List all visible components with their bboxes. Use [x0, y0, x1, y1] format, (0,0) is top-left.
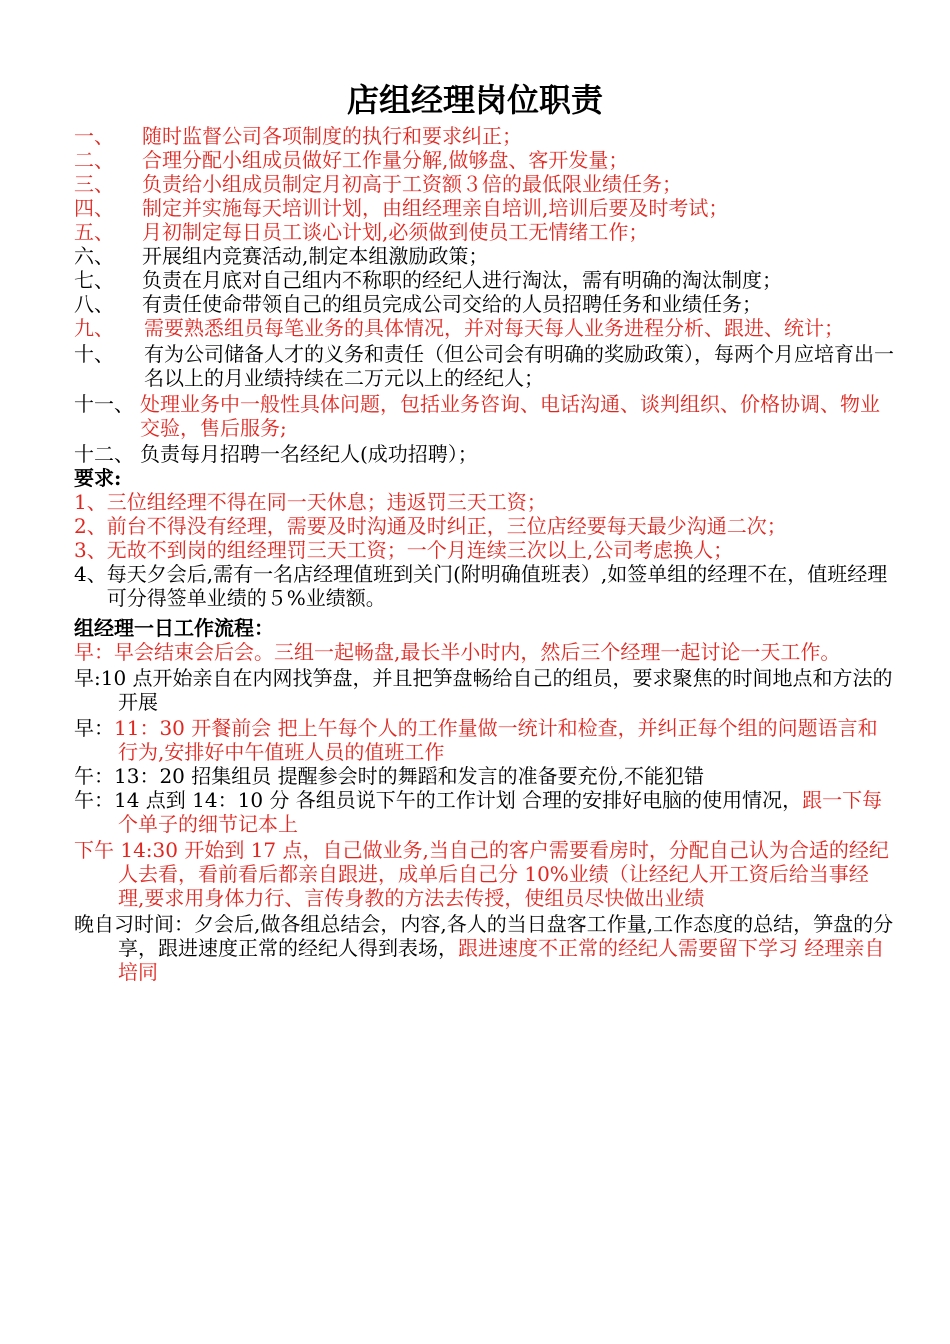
duty-text: 负责给小组成员制定月初高于工资额３倍的最低限业绩任务； — [142, 172, 682, 196]
duty-text: 有责任使命带领自己的组员完成公司交给的人员招聘任务和业绩任务； — [142, 292, 762, 316]
duty-text: 合理分配小组成员做好工作量分解,做够盘、客开发量； — [142, 148, 629, 172]
duty-item — [74, 196, 894, 220]
duty-number: 十一、 — [74, 392, 134, 416]
requirement-number: 1、 — [74, 490, 107, 514]
duty-number: 六、 — [74, 244, 114, 268]
workflow-entry — [74, 716, 894, 764]
duty-text: 需要熟悉组员每笔业务的具体情况，并对每天每人业务进程分析、跟进、统计； — [144, 316, 844, 340]
workflow-text: 14:30 开始到 17 点，自己做业务,当自己的客户需要看房时，分配自己认为合适的经纪人去看，看前看后都亲自跟进，成单后自己分 10%业绩（让经纪人开工资后给当事经理,要求用身体力行、言传身教的方法去传授，使组员尽快做出业绩 — [118, 838, 889, 910]
duty-number: 二、 — [74, 148, 114, 172]
workflow-text-highlight: 跟一下每个单子的细节记本上 — [118, 788, 883, 836]
page-title: 店组经理岗位职责 — [346, 81, 603, 119]
workflow-time-label: 午： — [74, 788, 114, 812]
duty-text: 负责在月底对自己组内不称职的经纪人进行淘汰，需有明确的淘汰制度； — [142, 268, 782, 292]
duty-number: 三、 — [74, 172, 114, 196]
requirement-item — [74, 538, 894, 562]
duty-item — [74, 442, 894, 466]
workflow-entry — [74, 666, 894, 714]
workflow-text: 夕会后,做各组总结会，内容,各人的当日盘客工作量,工作态度的总结，笋盘的分享，跟进速度正常的经纪人得到表场， — [118, 912, 894, 960]
duty-item — [74, 268, 894, 292]
workflow-time-label: 晚自习时间： — [74, 912, 194, 936]
duty-item — [74, 392, 894, 440]
requirement-item — [74, 490, 894, 514]
duty-text: 月初制定每日员工谈心计划,必须做到使员工无情绪工作； — [142, 220, 649, 244]
document-body — [74, 124, 894, 984]
workflow-entry — [74, 912, 894, 984]
duty-item — [74, 316, 894, 340]
duty-number: 五、 — [74, 220, 114, 244]
duty-text: 制定并实施每天培训计划，由组经理亲自培训,培训后要及时考试； — [142, 196, 729, 220]
workflow-time-label: 早： — [74, 716, 114, 740]
duty-item — [74, 220, 894, 244]
workflow-time-label: 早： — [74, 640, 114, 664]
daily-workflow-heading: 组经理一日工作流程： — [74, 616, 274, 640]
workflow-text: 14 点到 14：10 分 各组员说下午的工作计划 合理的安排好电脑的使用情况， — [114, 788, 803, 812]
requirement-text: 前台不得没有经理，需要及时沟通及时纠正，三位店经要每天最少沟通二次； — [106, 514, 787, 538]
workflow-text: 10 点开始亲自在内网找笋盘，并且把笋盘畅给自己的组员，要求聚焦的时间地点和方法的开展 — [100, 666, 893, 714]
workflow-entry — [74, 640, 894, 664]
duty-item — [74, 148, 894, 172]
duty-number: 四、 — [74, 196, 114, 220]
workflow-time-label: 下午 — [74, 838, 121, 862]
requirement-text: 三位组经理不得在同一天休息；违返罚三天工资； — [106, 490, 547, 514]
duty-item — [74, 172, 894, 196]
duty-number: 十二、 — [74, 442, 134, 466]
duty-item — [74, 244, 894, 268]
workflow-entry — [74, 838, 894, 910]
duty-number: 一、 — [74, 124, 114, 148]
duty-text: 处理业务中一般性具体问题，包括业务咨询、电话沟通、谈判组织、价格协调、物业交验，售后服务; — [140, 392, 880, 440]
duty-item — [74, 342, 894, 390]
duty-text: 随时监督公司各项制度的执行和要求纠正； — [142, 124, 522, 148]
requirement-number: 4、 — [74, 562, 107, 586]
workflow-text-highlight: 跟进速度不正常的经纪人需要留下学习 经理亲自培同 — [118, 936, 885, 984]
duty-item — [74, 124, 894, 148]
workflow-time-label: 午： — [74, 764, 114, 788]
workflow-text: 11：30 开餐前会 把上午每个人的工作量做一统计和检查，并纠正每个组的问题语言和行为,安排好中午值班人员的值班工作 — [114, 716, 878, 764]
duty-number: 十、 — [74, 342, 114, 366]
requirement-number: 2、 — [74, 514, 107, 538]
requirement-text: 每天夕会后,需有一名店经理值班到关门(附明确值班表）,如签单组的经理不在，值班经理可分得签单业绩的５%业绩额。 — [106, 562, 888, 610]
duty-text: 负责每月招聘一名经纪人(成功招聘）； — [140, 442, 478, 466]
duty-item — [74, 292, 894, 316]
workflow-entry — [74, 788, 894, 836]
duty-text: 有为公司储备人才的义务和责任（但公司会有明确的奖励政策），每两个月应培育出一名以上的月业绩持续在二万元以上的经纪人； — [144, 342, 894, 390]
workflow-text: 早会结束会后会。三组一起畅盘,最长半小时内，然后三个经理一起讨论一天工作。 — [114, 640, 841, 664]
requirements-heading: 要求: — [74, 466, 122, 490]
duty-number: 九、 — [74, 316, 114, 340]
requirement-item — [74, 562, 894, 610]
requirement-text: 无故不到岗的组经理罚三天工资；一个月连续三次以上,公司考虑换人； — [106, 538, 734, 562]
workflow-text: 13：20 招集组员 提醒参会时的舞蹈和发言的准备要充份,不能犯错 — [114, 764, 704, 788]
duty-text: 开展组内竞赛活动,制定本组激励政策； — [142, 244, 489, 268]
duty-number: 八、 — [74, 292, 114, 316]
workflow-entry — [74, 764, 894, 788]
workflow-time-label: 早: — [74, 666, 101, 690]
duty-number: 七、 — [74, 268, 114, 292]
requirement-number: 3、 — [74, 538, 107, 562]
requirement-item — [74, 514, 894, 538]
